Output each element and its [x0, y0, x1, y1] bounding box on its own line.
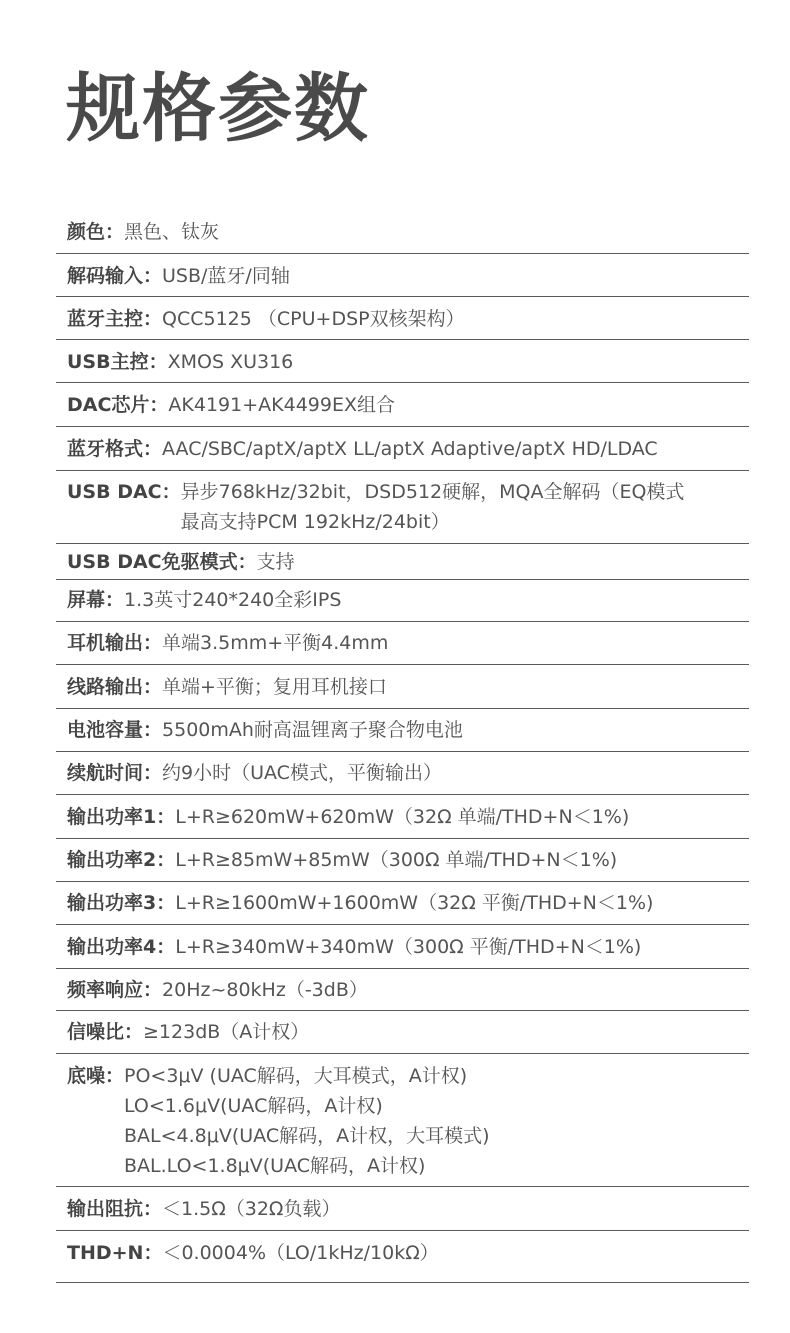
spec-row: [56, 297, 749, 340]
spec-label: USB主控：: [67, 351, 168, 373]
spec-values: [162, 1194, 340, 1224]
spec-value: AAC/SBC/aptX/aptX LL/aptX Adaptive/aptX HD/LDAC: [162, 438, 658, 460]
spec-label: 线路输出：: [67, 676, 163, 698]
spec-label: 耳机输出：: [67, 632, 163, 654]
spec-row: [56, 969, 749, 1011]
spec-value: L+R≥620mW+620mW（32Ω 单端/THD+N＜1%): [175, 806, 630, 828]
spec-label: THD+N：: [67, 1242, 163, 1264]
spec-row: [56, 1011, 749, 1054]
spec-row: [56, 622, 749, 665]
spec-value: 单端+平衡；复用耳机接口: [162, 676, 387, 698]
spec-values: [162, 261, 290, 291]
spec-row: [56, 471, 749, 544]
spec-label: 频率响应：: [67, 979, 163, 1001]
spec-value: L+R≥340mW+340mW（300Ω 平衡/THD+N＜1%): [175, 936, 642, 958]
spec-values: [162, 975, 368, 1005]
spec-value: USB/蓝牙/同轴: [162, 265, 290, 287]
spec-label: USB DAC：: [67, 481, 181, 503]
spec-value: 黑色、钛灰: [124, 221, 220, 243]
spec-values: [162, 1238, 438, 1268]
spec-values: [162, 715, 463, 745]
spec-values: [143, 1017, 309, 1047]
spec-value: ＜0.0004%（LO/1kHz/10kΩ）: [162, 1242, 439, 1264]
spec-value: L+R≥1600mW+1600mW（32Ω 平衡/THD+N＜1%): [175, 892, 654, 914]
spec-values: [168, 390, 395, 420]
spec-value: PO<3μV (UAC解码，大耳模式，A计权): [124, 1065, 468, 1087]
spec-values: [162, 672, 387, 702]
spec-value: ＜1.5Ω（32Ω负载）: [162, 1198, 341, 1220]
spec-label: 信噪比：: [67, 1021, 144, 1043]
spec-values: [162, 434, 658, 464]
spec-values: [124, 585, 341, 615]
spec-value: L+R≥85mW+85mW（300Ω 单端/THD+N＜1%): [175, 849, 618, 871]
spec-value: 异步768kHz/32bit，DSD512硬解，MQA全解码（EQ模式: [180, 481, 685, 503]
spec-value: 5500mAh耐高温锂离子聚合物电池: [162, 719, 463, 741]
spec-label: 解码输入：: [67, 265, 163, 287]
spec-values: [162, 758, 442, 788]
spec-label: 颜色：: [67, 221, 125, 243]
spec-value: 20Hz~80kHz（-3dB）: [162, 979, 368, 1001]
spec-label: 续航时间：: [67, 762, 163, 784]
spec-value: BAL.LO<1.8μV(UAC解码，A计权): [124, 1155, 426, 1177]
spec-value: ≥123dB（A计权）: [143, 1021, 310, 1043]
spec-label: 输出功率2：: [67, 849, 176, 871]
spec-value: 支持: [256, 551, 295, 573]
spec-values: [124, 1061, 490, 1181]
spec-label: 输出阻抗：: [67, 1198, 163, 1220]
spec-values: [175, 802, 629, 832]
spec-value: 单端3.5mm+平衡4.4mm: [162, 632, 389, 654]
spec-value: BAL<4.8μV(UAC解码，A计权，大耳模式): [124, 1125, 490, 1147]
page-title: 规格参数: [66, 66, 370, 152]
spec-label: 输出功率1：: [67, 806, 176, 828]
spec-row: [56, 882, 749, 925]
spec-label: 蓝牙主控：: [67, 308, 163, 330]
spec-values: [175, 845, 617, 875]
spec-value: QCC5125 （CPU+DSP双核架构）: [162, 308, 465, 330]
spec-row: [56, 752, 749, 795]
spec-values: [162, 628, 388, 658]
spec-label: DAC芯片：: [67, 394, 169, 416]
spec-value: 约9小时（UAC模式，平衡输出）: [162, 762, 442, 784]
spec-row: [56, 925, 749, 969]
spec-row: [56, 580, 749, 622]
spec-values: [168, 347, 294, 377]
spec-row: [56, 1231, 749, 1283]
spec-label: 屏幕：: [67, 589, 125, 611]
spec-row: [56, 427, 749, 471]
spec-label: 底噪：: [67, 1065, 125, 1087]
spec-row: [56, 1187, 749, 1231]
spec-value: LO<1.6μV(UAC解码，A计权): [124, 1095, 383, 1117]
spec-label: 输出功率4：: [67, 936, 176, 958]
spec-row: [56, 210, 749, 254]
spec-label: 蓝牙格式：: [67, 438, 163, 460]
spec-label: 电池容量：: [67, 719, 163, 741]
spec-values: [181, 477, 685, 537]
spec-value: AK4191+AK4499EX组合: [168, 394, 395, 416]
spec-value: XMOS XU316: [167, 351, 294, 373]
spec-row: [56, 709, 749, 752]
spec-label: 输出功率3：: [67, 892, 176, 914]
spec-values: [162, 304, 465, 334]
spec-row: [56, 383, 749, 427]
spec-values: [257, 547, 295, 577]
spec-row: [56, 544, 749, 580]
spec-row: [56, 1054, 749, 1187]
spec-row: [56, 795, 749, 839]
spec-values: [124, 217, 219, 247]
spec-row: [56, 839, 749, 882]
spec-row: [56, 340, 749, 383]
spec-row: [56, 665, 749, 709]
spec-values: [175, 932, 641, 962]
spec-value: 最高支持PCM 192kHz/24bit）: [180, 511, 450, 533]
spec-label: USB DAC免驱模式：: [67, 551, 257, 573]
spec-values: [175, 888, 653, 918]
spec-value: 1.3英寸240*240全彩IPS: [124, 589, 342, 611]
spec-table: [56, 210, 749, 1283]
spec-row: [56, 254, 749, 297]
